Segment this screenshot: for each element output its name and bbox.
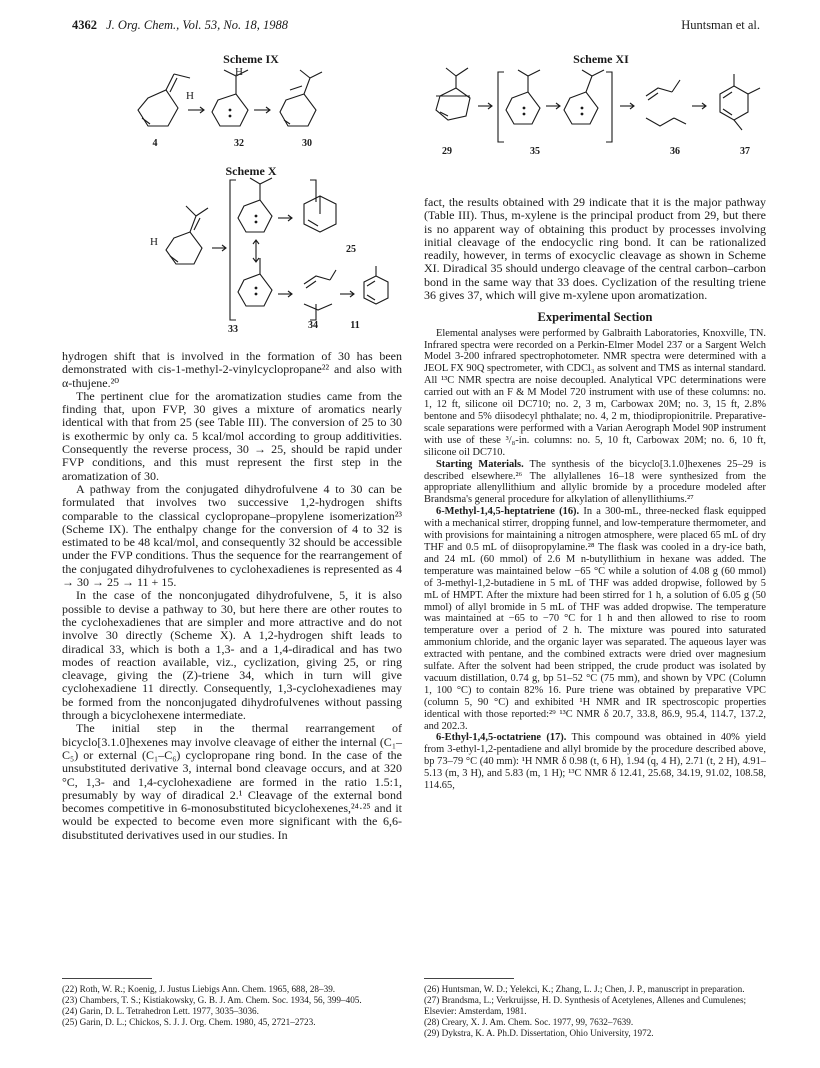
footnote-rule-left [62,978,152,979]
left-paragraph-3: A pathway from the conjugated dihydrofulvene 4 to 30 can be formulated that involves two successive 1,2-hydrogen shifts comparable to the classical cyclopropane–propylene isomerization²³ (Scheme IX). The enthalpy change for the conversion of 4 to 32 is estimated to be 48 kcal/mol, and consequently 32 should be accessible under the FVP conditions. Thus the sequence for the rearrangement of the conjugated dihydrofulvenes to cyclohexadienes is represented as 4 → 30 → 25 → 11 + 15. [62,481,402,590]
scheme-x-label-34: 34 [308,320,318,331]
scheme-ix-label-32: 32 [234,138,244,149]
compound-16-heading: 6-Methyl-1,4,5-heptatriene (16). [436,506,580,518]
scheme-x-label-33: 33 [228,324,238,335]
footnote-27: (27) Brandsma, L.; Verkruijsse, H. D. Synthesis of Acetylenes, Allenes and Cumulenes; Elsevier: Amsterdam, 1981. [424,995,747,1016]
starting-materials-paragraph [424,459,766,507]
compound-17-text: This compound was obtained in 40% yield from 3-ethyl-1,2-pentadiene and allyl bromide by the procedure described above, bp 73–79 °C (40 mm): ¹H NMR δ 0.98 (t, 6 H), 1.94 (q, 4 H), 2.71 (t, 2 H), 4.91–5.13 (m, 3 H), and 5.83 (m, 1 H); ¹³C NMR δ 12.41, 25.68, 34.19, 91.02, 108.58, 114.65, [424,732,766,792]
scheme-xi-title: Scheme XI [573,52,629,66]
right-column-text [424,196,766,792]
page-number: 4362 [72,18,97,32]
experimental-general-paragraph: Elemental analyses were performed by Galbraith Laboratories, Knoxville, TN. Infrared spectra were recorded on a Perkin-Elmer Model 237 or a Sargent Welch Model 3-200 infrared spectrophotometer. NMR spectra were determined with a JEOL FX 90Q spectrometer, with CDCl₃ as solvent and TMS as internal standard. All ¹³C NMR spectra are noise decoupled. Analytical VPC determinations were carried out with an F & M Model 720 instrument with use of these columns: no. 1, 12 ft, silicone oil DC710; no. 2, 3 m, Carbowax 20M; no. 3, 15 ft, 2.8% bentone and 5% diisodecyl phthalate; no. 4, 2 m, thiodipropionitrile. Preparative-scale separations were performed with a Varian Aerograph Model 90P instrument with use of these ³/₈-in. columns: no. 5, 10 ft, Carbowax 20M; no. 6, 10 ft, silicone oil DC710. [424,327,766,458]
left-paragraph-5: The initial step in the thermal rearrangement of bicyclo[3.1.0]hexenes may involve cleavage of either the internal (C₁–C₅) or external (C₁–C₆) cyclopropane ring bond. In the case of the unsubstituted derivative 3, internal bond cleavage occurs, and at 320 °C, 1,3- and 1,4-cyclohexadiene are formed in the ratio 1.5:1, presumably by way of diradical 2.¹ Cleavage of the external bond becomes competitive in 6-monosubstituted bicyclohexenes,²⁴·²⁵ and it would be expected to become even more significant with the 6,6-disubstituted derivatives used in our studies. In [62,721,402,842]
author-running-head: Huntsman et al. [681,18,760,32]
scheme-ix-title: Scheme IX [223,52,279,66]
footnote-26: (26) Huntsman, W. D.; Yelekci, K.; Zhang, L. J.; Chen, J. P., manuscript in preparation. [424,984,745,994]
right-intro-paragraph: fact, the results obtained with 29 indicate that it is the major pathway (Table III). Thus, m-xylene is the principal product from 29, but there is no apparent way of obtaining this product by processes involving initial cleavage of the endocyclic ring bond. It can be rationalized readily, however, in terms of exocyclic cleavage as shown in Scheme XI. Diradical 35 should undergo cleavage of the central carbon–carbon bond in the same way that 33 does. Cyclization of the resulting triene 36 gives 37, which will give m-xylene upon aromatization. [424,195,766,303]
scheme-xi-label-36: 36 [670,146,680,157]
footnote-23: (23) Chambers, T. S.; Kistiakowsky, G. B. J. Am. Chem. Soc. 1934, 56, 399–405. [62,995,362,1005]
footnotes-left [62,984,407,1028]
scheme-xi-label-37: 37 [740,146,750,157]
left-column-text [62,350,402,842]
compound-16-text: In a 300-mL, three-necked flask equipped with a mechanical stirrer, dropping funnel, and low-temperature thermometer, and with provisions for maintaining a nitrogen atmosphere, were placed 65 mL of dry THF and 0.5 mL of diisopropylamine.²⁸ The flask was cooled in a dry-ice bath, and 24 mL (60 mmol) of 2.6 M n-butyllithium in hexane was added. The temperature was maintained below −65 °C while a solution of 4.08 g (60 mmol) of 3-methyl-1,2-butadiene in 5 mL of THF was added dropwise, followed by 5 mL of HMPT. After the mixture had been stirred for 1 h, a solution of 6.05 g (50 mmol) of allyl bromide in 5 mL of THF was added dropwise. The temperature was maintained at −65 to −70 °C for 1 h and then allowed to rise to room temperature over a period of 2 h. The mixture was poured into saturated ammonium chloride, and the organic layer was separated. The aqueous layer was extracted with pentane, and the combined extracts were dried over magnesium sulfate. After the solvent had been stripped, the crude product was isolated by vacuum distillation, 0.74 g, bp 51–52 °C (75 mm), and shown by VPC (Column 1, 100 °C) to contain 82% 16. Pure triene was obtained by preparative VPC (column 5, 90 °C) and exhibited ¹H NMR and IR spectroscopic properties identical with those reported:²⁹ ¹³C NMR δ 20.7, 33.8, 86.9, 95.4, 114.7, 137.2, and 202.3. [424,506,767,732]
left-paragraph-2: The pertinent clue for the aromatization studies came from the finding that, upon FVP, 30 gives a mixture of aromatics nearly identical with that from 25 (see Table III). The conversion of 25 to 30 is exothermic by only ca. 5 kcal/mol according to group additivities. Consequently the reverse process, 30 → 25, should be rapid under FVP conditions, and this must represent the first step in the aromatization of 30. [62,388,402,483]
footnote-25: (25) Garin, D. L.; Chickos, S. J. J. Org. Chem. 1980, 45, 2721–2723. [62,1017,316,1027]
experimental-section-heading: Experimental Section [537,310,653,325]
running-head [72,18,760,36]
left-paragraph-4: In the case of the nonconjugated dihydrofulvene, 5, it is also possible to devise a pathway to 30, but here there are other routes to the cyclohexadienes that are simpler and more attractive and do not involve 30 directly (Scheme X). A 1,2-hydrogen shift leads to diradical 33, which is both a 1,3- and a 1,4-diradical and has two modes of reaction available, viz., cyclization, giving 25, or ring cleavage, giving the (Z)-triene 34, which in turn will give cyclohexadiene 11 directly. Consequently, 1,3-cyclohexadienes may be formed from the nonconjugated dihydrofulvenes without passing through a bicyclohexene intermediate. [62,588,402,723]
footnotes-right [424,984,769,1039]
scheme-ix-structures [130,68,340,138]
scheme-ix-label-30: 30 [302,138,312,149]
starting-materials-text: The synthesis of the bicyclo[3.1.0]hexenes 25–29 is described elsewhere.²⁶ The allylallenes 16–18 were synthesized from the appropriate allenyllithium and allylic bromide by a procedure modeled after Brandsma's general procedure for alkylation of allenyllithiums.²⁷ [424,458,766,506]
scheme-x-title: Scheme X [225,164,277,178]
scheme-xi-label-29: 29 [442,146,452,157]
scheme-ix-h-side: H [186,90,194,102]
footnote-rule-right [424,978,514,979]
scheme-x-label-25: 25 [346,244,356,255]
scheme-x-h: H [150,236,158,248]
compound-17-paragraph [424,732,766,792]
running-head-left [72,18,288,33]
footnote-22: (22) Roth, W. R.; Koenig, J. Justus Liebigs Ann. Chem. 1965, 688, 28–39. [62,984,336,994]
footnote-24: (24) Garin, D. L. Tetrahedron Lett. 1977, 3035–3036. [62,1006,259,1016]
scheme-x-label-11: 11 [350,320,360,331]
left-paragraph-1: hydrogen shift that is involved in the formation of 30 has been demonstrated with cis-1-methyl-2-vinylcyclopropane²² and also with α-thujene.²⁰ [62,349,402,390]
footnote-29: (29) Dykstra, K. A. Ph.D. Dissertation, Ohio University, 1972. [424,1028,654,1038]
journal-citation: J. Org. Chem., Vol. 53, No. 18, 1988 [106,18,288,32]
compound-16-paragraph [424,506,766,732]
footnote-28: (28) Creary, X. J. Am. Chem. Soc. 1977, 99, 7632–7639. [424,1017,634,1027]
compound-17-heading: 6-Ethyl-1,4,5-octatriene (17). [436,732,567,744]
scheme-xi-structures [430,68,775,148]
scheme-xi-label-35: 35 [530,146,540,157]
scheme-ix-label-4: 4 [152,138,158,149]
scheme-ix-h-top: H [235,66,243,78]
starting-materials-heading: Starting Materials. [436,458,524,470]
experimental-section-body [424,328,766,792]
